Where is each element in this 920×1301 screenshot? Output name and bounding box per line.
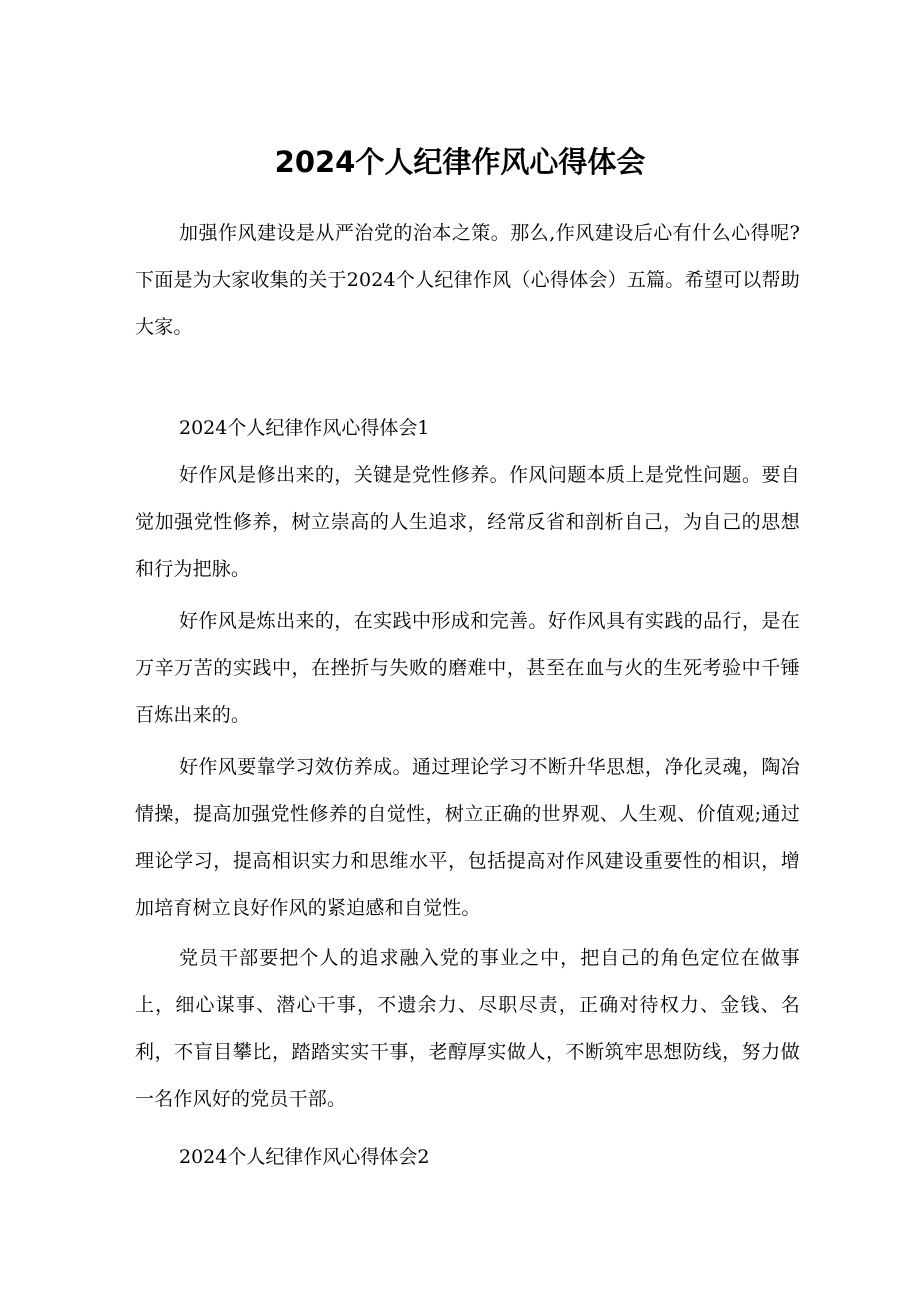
document-title: 2024个人纪律作风心得体会 [274, 145, 646, 179]
intro-paragraph: 加强作风建设是从严治党的治本之策。那么,作风建设后心有什么心得呢?下面是为大家收集的关于2024个人纪律作风（心得体会）五篇。希望可以帮助大家。 [135, 222, 800, 338]
section-heading-2: 2024个人纪律作风心得体会2 [179, 1146, 430, 1168]
section-1-paragraph-4: 党员干部要把个人的追求融入党的事业之中，把自己的角色定位在做事上，细心谋事、潜心干事，不遗余力、尽职尽责，正确对待权力、金钱、名利，不盲目攀比，踏踏实实干事，老醇厚实做人，不断筑牢思想防线，努力做一名作风好的党员干部。 [135, 947, 800, 1110]
section-1-paragraph-1: 好作风是修出来的，关键是党性修养。作风问题本质上是党性问题。要自觉加强党性修养，树立崇高的人生追求，经常反省和剖析自己，为自己的思想和行为把脉。 [135, 464, 800, 580]
section-1-paragraph-3: 好作风要靠学习效仿养成。通过理论学习不断升华思想，净化灵魂，陶冶情操，提高加强党性修养的自觉性，树立正确的世界观、人生观、价值观;通过理论学习，提高相识实力和思维水平，包括提高对作风建设重要性的相识，增加培育树立良好作风的紧迫感和自觉性。 [135, 756, 800, 919]
section-heading-1: 2024个人纪律作风心得体会1 [179, 417, 430, 439]
section-1-paragraph-2: 好作风是炼出来的，在实践中形成和完善。好作风具有实践的品行，是在万辛万苦的实践中，在挫折与失败的磨难中，甚至在血与火的生死考验中千锤百炼出来的。 [135, 610, 800, 726]
